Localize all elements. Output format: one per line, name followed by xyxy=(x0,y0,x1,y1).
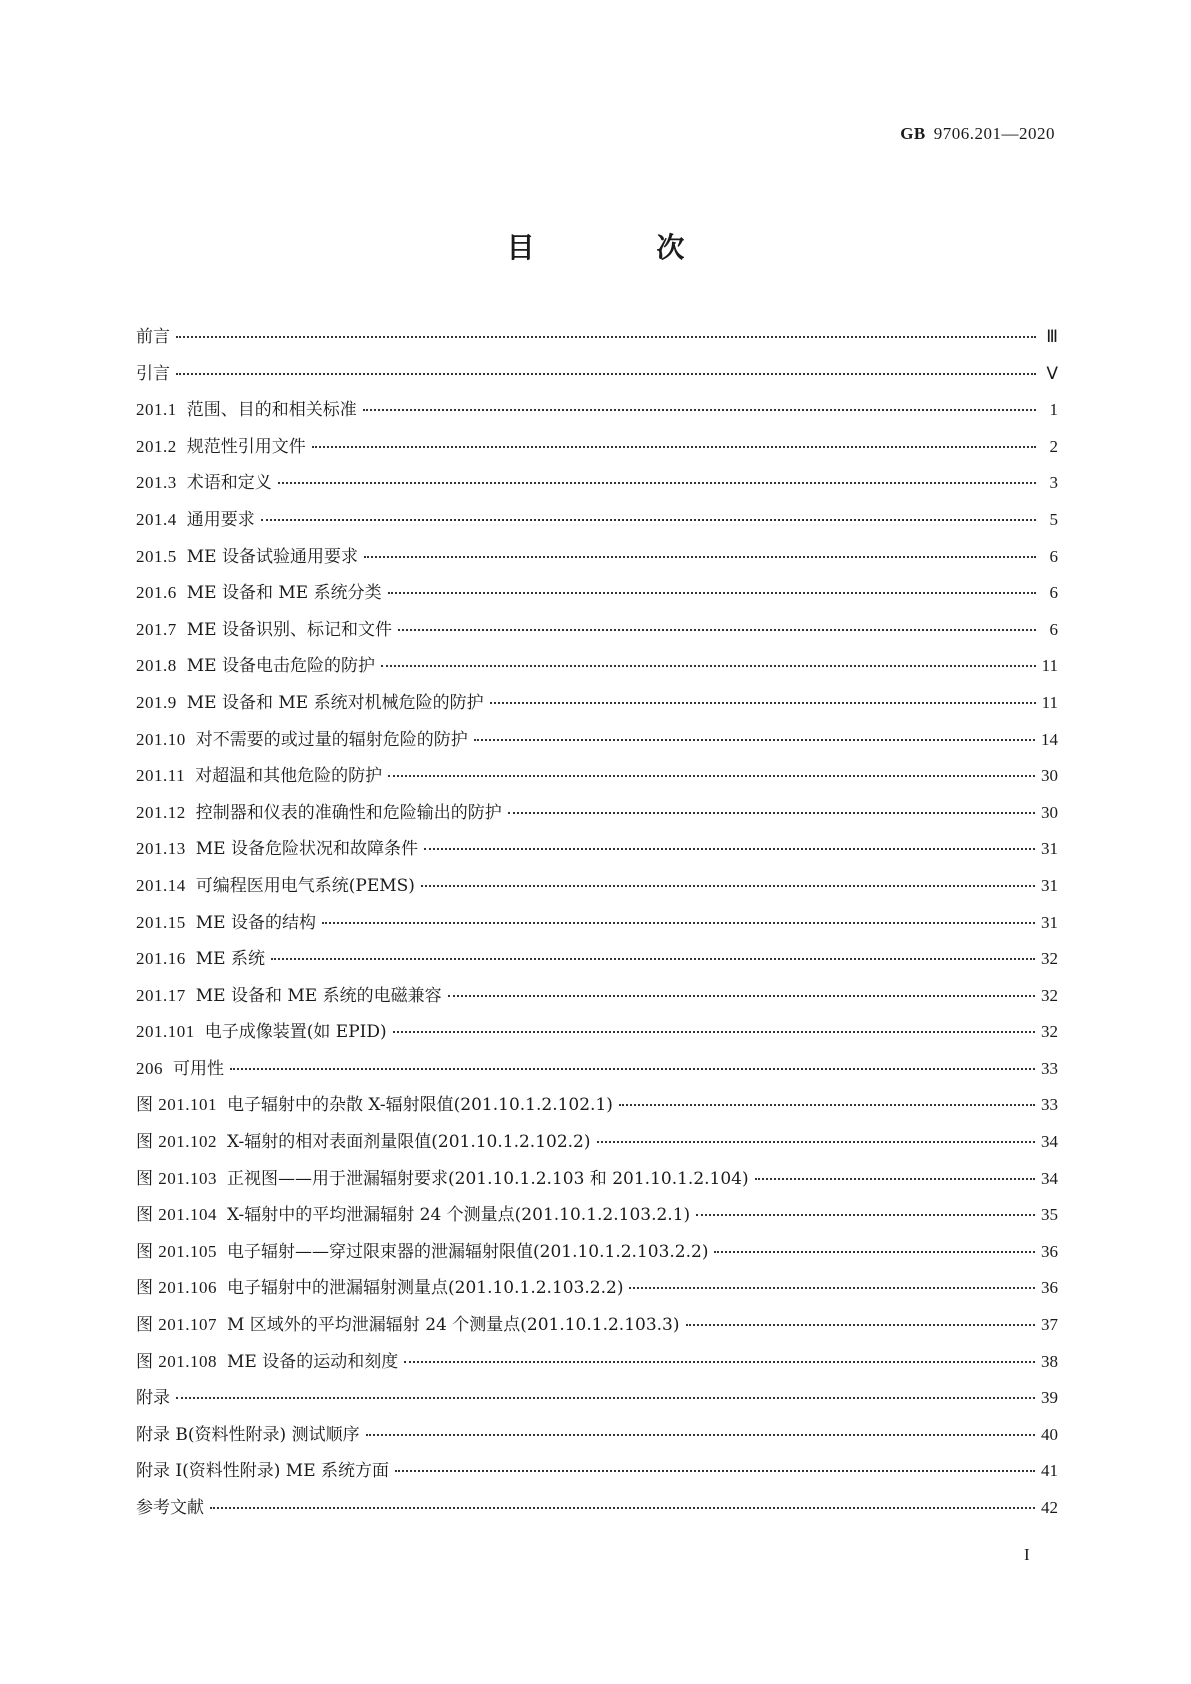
toc-section-number: 图 201.105 xyxy=(136,1241,217,1261)
toc-section-number: 图 201.102 xyxy=(136,1132,217,1152)
toc-section-number: 201.17 xyxy=(136,985,186,1005)
toc-entry[interactable] xyxy=(136,981,1058,1018)
toc-page-number: 32 xyxy=(1041,985,1058,1005)
toc-entry[interactable] xyxy=(136,1456,1058,1493)
toc-section-title: ME 设备电击危险的防护 xyxy=(186,656,375,677)
toc-page-number: 31 xyxy=(1041,875,1058,895)
toc-page-number: 11 xyxy=(1041,656,1058,676)
toc-dot-leader xyxy=(388,775,1035,777)
toc-entry[interactable] xyxy=(136,1493,1058,1530)
toc-section-title: 电子辐射中的泄漏辐射测量点(201.10.1.2.103.2.2) xyxy=(227,1278,624,1299)
toc-section-number: 201.6 xyxy=(136,583,177,603)
toc-dot-leader xyxy=(395,1470,1035,1472)
toc-entry[interactable] xyxy=(136,1200,1058,1237)
toc-section-title: 附录 B(资料性附录) 测试顺序 xyxy=(136,1424,360,1445)
toc-section-number: 201.15 xyxy=(136,912,186,932)
toc-entry[interactable] xyxy=(136,908,1058,945)
toc-dot-leader xyxy=(755,1178,1035,1180)
toc-section-title: 控制器和仪表的准确性和危险输出的防护 xyxy=(195,802,502,823)
toc-dot-leader xyxy=(686,1324,1035,1326)
toc-section-title: 电子辐射中的杂散 X-辐射限值(201.10.1.2.102.1) xyxy=(227,1095,613,1116)
toc-page-number: 14 xyxy=(1041,729,1058,749)
toc-section-title: 可用性 xyxy=(173,1058,224,1079)
toc-dot-leader xyxy=(363,409,1036,411)
toc-section-title: ME 设备危险状况和故障条件 xyxy=(195,839,418,860)
toc-entry[interactable] xyxy=(136,871,1058,908)
toc-section-number: 201.3 xyxy=(136,473,177,493)
toc-section-number: 201.7 xyxy=(136,619,177,639)
toc-dot-leader xyxy=(271,958,1035,960)
toc-label xyxy=(136,1273,623,1298)
toc-label xyxy=(136,395,357,420)
toc-page-number: 32 xyxy=(1041,949,1058,969)
toc-section-number: 图 201.101 xyxy=(136,1095,217,1115)
toc-dot-leader xyxy=(210,1507,1035,1509)
toc-dot-leader xyxy=(230,1068,1035,1070)
toc-label xyxy=(136,1200,690,1225)
toc-label xyxy=(136,1017,387,1042)
toc-section-title: ME 设备的运动和刻度 xyxy=(227,1351,399,1372)
toc-page-number: 6 xyxy=(1049,583,1058,603)
toc-page-number: 5 xyxy=(1049,509,1058,529)
toc-page-number: 32 xyxy=(1041,1022,1058,1042)
toc-label xyxy=(136,981,442,1006)
toc-section-title: ME 系统 xyxy=(195,949,265,970)
toc-section-number: 图 201.107 xyxy=(136,1315,217,1335)
toc-dot-leader xyxy=(364,556,1036,558)
toc-page-number: 31 xyxy=(1041,912,1058,932)
toc-section-number: 201.13 xyxy=(136,839,186,859)
toc-label xyxy=(136,688,484,713)
toc-label xyxy=(136,615,392,640)
toc-section-number: 201.8 xyxy=(136,656,177,676)
toc-label xyxy=(136,1310,680,1335)
toc-page-number: 38 xyxy=(1041,1351,1058,1371)
toc-section-title: 术语和定义 xyxy=(186,473,272,494)
toc-section-title: 正视图——用于泄漏辐射要求(201.10.1.2.103 和 201.10.1.2.104) xyxy=(227,1168,749,1189)
toc-entry[interactable] xyxy=(136,944,1058,981)
toc-section-number: 201.9 xyxy=(136,692,177,712)
toc-label xyxy=(136,834,418,859)
toc-dot-leader xyxy=(597,1141,1036,1143)
toc-section-number: 201.1 xyxy=(136,400,177,420)
toc-section-number: 201.2 xyxy=(136,436,177,456)
toc-page-number: 34 xyxy=(1041,1168,1058,1188)
toc-dot-leader xyxy=(629,1287,1035,1289)
toc-page-number: Ⅴ xyxy=(1046,363,1058,383)
toc-label xyxy=(136,322,170,347)
toc-page-number: 6 xyxy=(1049,546,1058,566)
toc-label xyxy=(136,761,382,786)
toc-dot-leader xyxy=(312,446,1036,448)
toc-dot-leader xyxy=(696,1214,1035,1216)
toc-entry[interactable] xyxy=(136,1054,1058,1091)
toc-section-title: 前言 xyxy=(136,327,170,347)
toc-section-title: 范围、目的和相关标准 xyxy=(186,400,357,421)
toc-label xyxy=(136,1054,224,1079)
toc-dot-leader xyxy=(381,665,1036,667)
toc-page-number: 36 xyxy=(1041,1278,1058,1298)
toc-entry[interactable] xyxy=(136,359,1058,396)
toc-entry[interactable] xyxy=(136,1127,1058,1164)
toc-entry[interactable] xyxy=(136,761,1058,798)
toc-section-number: 201.4 xyxy=(136,509,177,529)
toc-dot-leader xyxy=(388,592,1036,594)
toc-dot-leader xyxy=(176,1397,1035,1399)
page-title: 目 次 xyxy=(506,231,741,264)
page-number: I xyxy=(1024,1545,1030,1564)
toc-entry[interactable] xyxy=(136,615,1058,652)
toc-section-title: 对超温和其他危险的防护 xyxy=(195,766,383,787)
toc-section-title: ME 设备识别、标记和文件 xyxy=(186,619,392,640)
toc-dot-leader xyxy=(714,1251,1035,1253)
toc-dot-leader xyxy=(421,885,1035,887)
toc-section-number: 201.11 xyxy=(136,766,186,786)
toc-label xyxy=(136,578,382,603)
toc-label xyxy=(136,725,468,750)
table-of-contents xyxy=(136,322,1058,1530)
toc-entry[interactable] xyxy=(136,798,1058,835)
toc-page-number: 37 xyxy=(1041,1315,1058,1335)
toc-label xyxy=(136,1127,591,1152)
toc-label xyxy=(136,1090,613,1115)
toc-page-number: 33 xyxy=(1041,1095,1058,1115)
toc-label xyxy=(136,1383,170,1408)
toc-label xyxy=(136,359,170,384)
toc-page-number: 41 xyxy=(1041,1461,1058,1481)
toc-section-title: 可编程医用电气系统(PEMS) xyxy=(195,875,415,896)
toc-section-title: 规范性引用文件 xyxy=(186,436,306,457)
toc-label xyxy=(136,1164,749,1189)
toc-entry[interactable] xyxy=(136,688,1058,725)
toc-section-title: ME 设备的结构 xyxy=(195,912,316,933)
toc-section-number: 201.5 xyxy=(136,546,177,566)
toc-label xyxy=(136,1237,708,1262)
toc-label xyxy=(136,432,306,457)
toc-page-number: 1 xyxy=(1049,400,1058,420)
toc-dot-leader xyxy=(322,922,1035,924)
toc-label xyxy=(136,468,272,493)
toc-section-title: 电子辐射——穿过限束器的泄漏辐射限值(201.10.1.2.103.2.2) xyxy=(227,1241,709,1262)
toc-dot-leader xyxy=(404,1361,1035,1363)
toc-page-number: 42 xyxy=(1041,1498,1058,1517)
toc-dot-leader xyxy=(448,995,1035,997)
toc-label xyxy=(136,505,255,530)
toc-dot-leader xyxy=(424,848,1035,850)
toc-label xyxy=(136,1456,389,1481)
toc-dot-leader xyxy=(619,1104,1035,1106)
toc-section-title: 引言 xyxy=(136,363,170,384)
toc-section-title: ME 设备和 ME 系统对机械危险的防护 xyxy=(186,692,484,713)
toc-dot-leader xyxy=(366,1434,1035,1436)
toc-section-title: 通用要求 xyxy=(186,509,255,530)
toc-entry[interactable] xyxy=(136,432,1058,469)
toc-page-number: 30 xyxy=(1041,766,1058,786)
toc-dot-leader xyxy=(508,812,1035,814)
toc-dot-leader xyxy=(490,702,1036,704)
toc-entry[interactable] xyxy=(136,1237,1058,1274)
toc-dot-leader xyxy=(176,373,1036,375)
toc-page-number: 40 xyxy=(1041,1424,1058,1444)
toc-entry[interactable] xyxy=(136,1383,1058,1420)
toc-section-number: 206 xyxy=(136,1058,163,1078)
toc-label xyxy=(136,871,415,896)
standard-code: GB xyxy=(900,124,926,143)
toc-entry[interactable] xyxy=(136,1310,1058,1347)
toc-page-number: 34 xyxy=(1041,1132,1058,1152)
toc-entry[interactable] xyxy=(136,468,1058,505)
toc-dot-leader xyxy=(398,629,1036,631)
toc-section-number: 201.12 xyxy=(136,802,186,822)
toc-label xyxy=(136,1493,204,1518)
toc-section-title: 参考文献 xyxy=(136,1498,204,1518)
toc-label xyxy=(136,908,316,933)
toc-section-title: ME 设备试验通用要求 xyxy=(186,546,358,567)
toc-entry[interactable] xyxy=(136,651,1058,688)
toc-section-title: ME 设备和 ME 系统分类 xyxy=(186,583,382,604)
toc-section-number: 201.16 xyxy=(136,949,186,969)
toc-page-number: 11 xyxy=(1041,692,1058,712)
toc-section-title: 附录 xyxy=(136,1388,170,1409)
toc-section-number: 图 201.106 xyxy=(136,1278,217,1298)
toc-page-number: 3 xyxy=(1049,473,1058,493)
toc-dot-leader xyxy=(474,739,1035,741)
toc-page-number: 35 xyxy=(1041,1205,1058,1225)
toc-label xyxy=(136,1347,398,1372)
toc-section-title: M 区域外的平均泄漏辐射 24 个测量点(201.10.1.2.103.3) xyxy=(227,1315,680,1336)
toc-section-title: 电子成像装置(如 EPID) xyxy=(204,1022,387,1043)
toc-section-number: 201.101 xyxy=(136,1022,195,1042)
toc-dot-leader xyxy=(393,1031,1035,1033)
toc-entry[interactable] xyxy=(136,1090,1058,1127)
toc-section-title: X-辐射中的平均泄漏辐射 24 个测量点(201.10.1.2.103.2.1) xyxy=(227,1205,691,1226)
toc-label xyxy=(136,1420,360,1445)
toc-dot-leader xyxy=(278,482,1036,484)
toc-entry[interactable] xyxy=(136,834,1058,871)
toc-section-title: 附录 I(资料性附录) ME 系统方面 xyxy=(136,1461,390,1482)
toc-section-title: 对不需要的或过量的辐射危险的防护 xyxy=(195,729,468,750)
toc-section-title: X-辐射的相对表面剂量限值(201.10.1.2.102.2) xyxy=(227,1132,591,1153)
toc-label xyxy=(136,944,265,969)
toc-page-number: 31 xyxy=(1041,839,1058,859)
toc-page-number: 36 xyxy=(1041,1241,1058,1261)
toc-entry[interactable] xyxy=(136,505,1058,542)
toc-entry[interactable] xyxy=(136,725,1058,762)
toc-page-number: 30 xyxy=(1041,802,1058,822)
toc-section-number: 图 201.104 xyxy=(136,1205,217,1225)
toc-entry[interactable] xyxy=(136,1273,1058,1310)
toc-entry[interactable] xyxy=(136,1164,1058,1201)
toc-entry[interactable] xyxy=(136,1420,1058,1457)
toc-label xyxy=(136,798,502,823)
toc-entry[interactable] xyxy=(136,1017,1058,1054)
toc-entry[interactable] xyxy=(136,322,1058,359)
toc-section-number: 201.10 xyxy=(136,729,186,749)
toc-section-title: ME 设备和 ME 系统的电磁兼容 xyxy=(195,985,442,1006)
toc-entry[interactable] xyxy=(136,542,1058,579)
toc-entry[interactable] xyxy=(136,1347,1058,1384)
toc-section-number: 201.14 xyxy=(136,875,186,895)
toc-page-number: 6 xyxy=(1049,619,1058,639)
toc-page-number: 33 xyxy=(1041,1058,1058,1078)
toc-entry[interactable] xyxy=(136,395,1058,432)
toc-page-number: 39 xyxy=(1041,1388,1058,1408)
toc-page-number: Ⅲ xyxy=(1046,327,1058,346)
toc-label xyxy=(136,651,375,676)
toc-entry[interactable] xyxy=(136,578,1058,615)
toc-dot-leader xyxy=(261,519,1036,521)
toc-label xyxy=(136,542,358,567)
toc-section-number: 图 201.108 xyxy=(136,1351,217,1371)
standard-header xyxy=(900,124,1055,144)
toc-dot-leader xyxy=(176,336,1036,338)
standard-number: 9706.201—2020 xyxy=(933,124,1055,143)
toc-page-number: 2 xyxy=(1049,436,1058,456)
toc-section-number: 图 201.103 xyxy=(136,1168,217,1188)
